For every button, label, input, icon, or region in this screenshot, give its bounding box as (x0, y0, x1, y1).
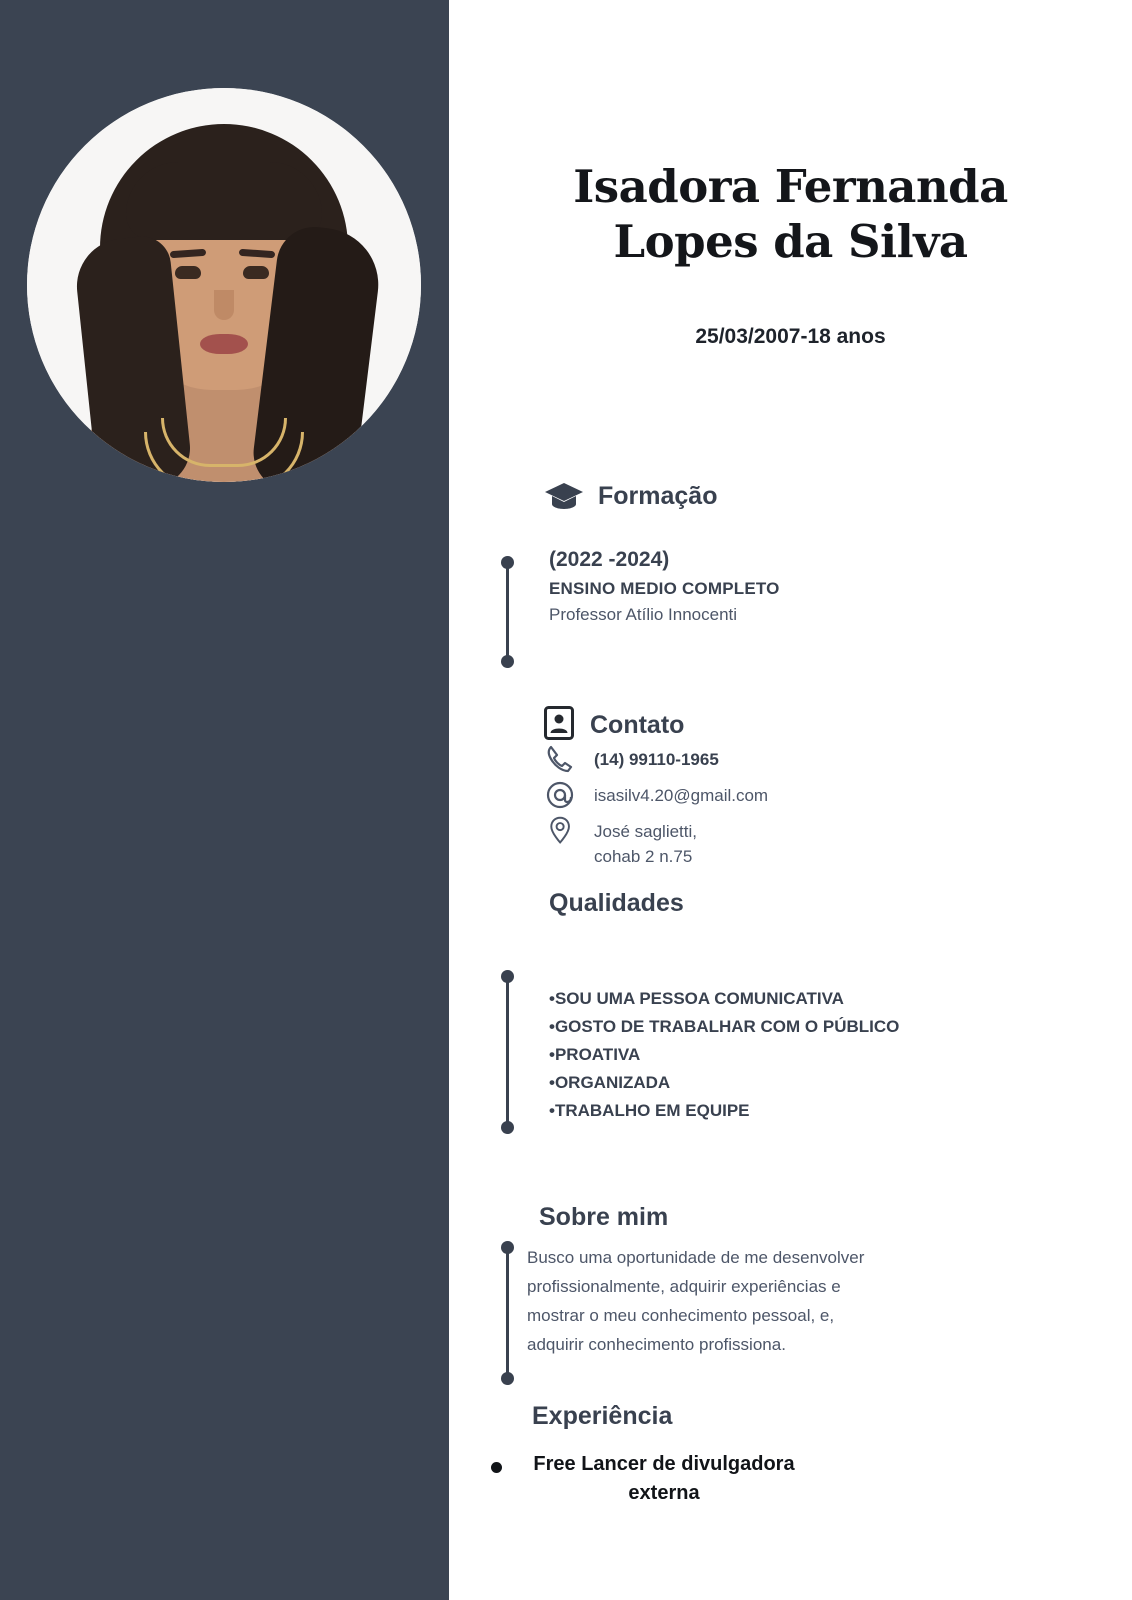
necklace-outer (144, 432, 304, 482)
name-line-2: Lopes da Silva (613, 214, 968, 268)
list-item: •GOSTO DE TRABALHAR COM O PÚBLICO (549, 1017, 900, 1037)
content-column (449, 0, 1132, 1600)
timeline-rail-formacao (506, 563, 509, 663)
section-header-formacao (544, 481, 717, 511)
contact-row-email[interactable] (544, 780, 768, 810)
timeline-dot-bottom-sobre (501, 1372, 514, 1385)
portrait-photo (27, 88, 421, 482)
contact-row-phone[interactable] (544, 744, 768, 774)
timeline-rail-qualidades (506, 977, 509, 1129)
list-item: •SOU UMA PESSOA COMUNICATIVA (549, 989, 844, 1008)
section-title-contato: Contato (590, 711, 685, 739)
contact-address-line1: José saglietti, (594, 822, 697, 841)
timeline-rail-sobre (506, 1248, 509, 1379)
list-item (491, 1450, 821, 1508)
about-text: Busco uma oportunidade de me desenvolver profissionalmente, adquirir experiências e mostrar o meu conhecimento pessoal, e, adquirir conhecimento profissiona. (527, 1248, 865, 1355)
contact-list (544, 744, 768, 875)
formacao-years: (2022 -2024) (549, 548, 670, 571)
fringe-shape (126, 162, 322, 240)
name-line-1: Isadora Fernanda (573, 160, 1008, 213)
contact-phone: (14) 99110-1965 (594, 750, 719, 769)
timeline-dot-bottom-qualidades (501, 1121, 514, 1134)
contact-card-icon (544, 706, 574, 745)
graduation-cap-icon (544, 481, 584, 511)
map-pin-icon (544, 816, 578, 846)
formacao-entry (549, 548, 780, 625)
timeline-dot-top-sobre (501, 1241, 514, 1254)
eye-right (243, 266, 269, 279)
section-header-contato (544, 706, 684, 745)
phone-icon (544, 744, 578, 774)
contact-address (594, 816, 697, 869)
list-item: •ORGANIZADA (549, 1073, 671, 1093)
timeline-dot-top-formacao (501, 556, 514, 569)
nose-shape (214, 290, 234, 320)
experience-text: Free Lancer de divulgadora externa (533, 1453, 795, 1504)
bullet-icon (491, 1462, 502, 1473)
formacao-school: Professor Atílio Innocenti (549, 605, 738, 624)
lips-shape (200, 334, 248, 354)
avatar (27, 88, 421, 482)
birthdate-age: 25/03/2007-18 anos (695, 325, 886, 348)
page-title (449, 160, 1132, 270)
at-sign-icon (544, 780, 578, 810)
contact-address-line2: cohab 2 n.75 (594, 846, 693, 866)
contact-email: isasilv4.20@gmail.com (594, 786, 769, 805)
timeline-dot-top-qualidades (501, 970, 514, 983)
list-item: •PROATIVA (549, 1045, 641, 1065)
section-title-experiencia: Experiência (532, 1402, 673, 1430)
section-title-qualidades: Qualidades (549, 889, 684, 917)
contact-row-address[interactable] (544, 816, 768, 869)
list-item: •TRABALHO EM EQUIPE (549, 1101, 750, 1121)
timeline-dot-bottom-formacao (501, 655, 514, 668)
eye-left (175, 266, 201, 279)
left-sidebar-panel (0, 0, 449, 1600)
section-title-formacao: Formação (598, 481, 718, 510)
section-title-sobre-mim: Sobre mim (539, 1203, 669, 1231)
formacao-degree: ENSINO MEDIO COMPLETO (549, 579, 780, 598)
qualities-list (549, 985, 899, 1125)
